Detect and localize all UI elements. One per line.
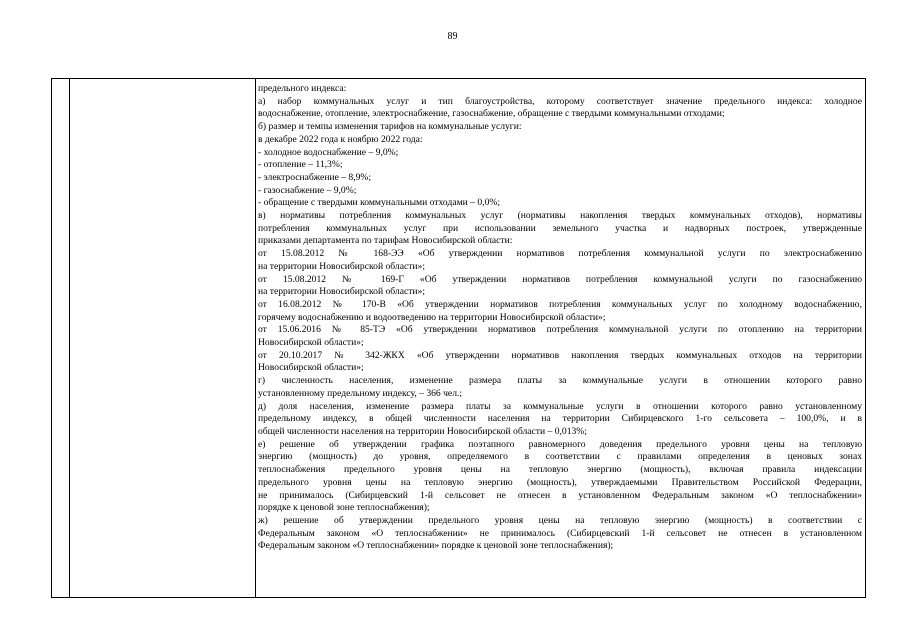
text-line: б) размер и темпы изменения тарифов на коммунальные услуги: <box>258 121 522 133</box>
text-line: - отопление – 11,3%; <box>258 159 343 171</box>
text-line: от 16.08.2012 № 170-В «Об утверждении нормативов потребления коммунальных услуг по холодному водоснабжению, <box>258 298 862 310</box>
text-line: е) решение об утверждении графика поэтапного равномерного доведения предельного уровня цены на тепловую <box>258 438 862 450</box>
text-line: на территории Новосибирской области»; <box>258 260 426 272</box>
text-line: от 15.06.2016 № 85-ТЭ «Об утверждении нормативов потребления коммунальной услуги по отоплению на территории <box>258 324 862 336</box>
text-line: от 15.08.2012 № 168-ЭЭ «Об утверждении нормативов потребления коммунальной услуги по электроснабжению <box>258 248 862 260</box>
text-line: Федеральным законом «О теплоснабжении» не принималось (Сибирцевский 1-й сельсовет не отнесен в установленном <box>258 527 862 539</box>
text-line: а) набор коммунальных услуг и тип благоустройства, которому соответствует значение предельного индекса: холодное <box>258 95 862 107</box>
text-line: ж) решение об утверждении предельного уровня цены на тепловую энергию (мощность) в соответствии с <box>258 514 862 526</box>
text-line: предельного индекса: <box>258 83 347 94</box>
text-line: теплоснабжения предельного уровня цены на тепловую энергию (мощность), включая правила индексации <box>258 464 862 476</box>
text-line: Новосибирской области»; <box>258 337 364 349</box>
table-column-divider <box>255 79 256 597</box>
text-line: предельного уровня цены на тепловую энергию (мощность), утверждаемыми Правительством Российской Федерации, <box>258 476 862 488</box>
text-line: порядке к ценовой зоне теплоснабжения); <box>258 502 430 514</box>
text-line: - электроснабжение – 8,9%; <box>258 171 372 183</box>
text-line: Федеральным законом «О теплоснабжении» порядке к ценовой зоне теплоснабжения); <box>258 540 614 552</box>
page-number: 89 <box>447 31 458 42</box>
text-line: водоснабжение, отопление, электроснабжение, газоснабжение, обращение с твердыми коммунальными отходами; <box>258 108 725 120</box>
text-line: - газоснабжение – 9,0%; <box>258 184 357 196</box>
text-line: предельному индексу, в общей численности населения на территории Сибирцевского 1-го сельсовета – 100,0%, и в <box>258 413 862 425</box>
text-line: от 20.10.2017 № 342-ЖКХ «Об утверждении нормативов накопления твердых коммунальных отходов на территории <box>258 349 862 361</box>
text-line: общей численности населения на территории Новосибирской области – 0,013%; <box>258 425 587 437</box>
text-line: потребления коммунальных услуг при использовании земельного участка и надворных построек, утвержденные <box>258 222 862 234</box>
text-line: Новосибирской области»; <box>258 362 364 374</box>
text-line: - холодное водоснабжение – 9,0%; <box>258 146 399 158</box>
text-line: не принималось (Сибирцевский 1-й сельсовет не отнесен в установленном Федеральным законом «О теплоснабжении» <box>258 489 862 501</box>
text-line: энергию (мощность) до уровня, определяемого в соответствии с правилами определения в ценовых зонах <box>258 451 862 463</box>
text-line: установленному предельному индексу, – 366 чел.; <box>258 387 463 399</box>
text-line: - обращение с твердыми коммунальными отходами – 0,0%; <box>258 197 501 209</box>
table-column-divider <box>69 79 70 597</box>
text-line: от 15.08.2012 № 169-Г «Об утверждении нормативов потребления коммунальной услуги по газоснабжению <box>258 273 862 285</box>
text-line: г) численность населения, изменение размера платы за коммунальные услуги в отношении которого равно <box>258 375 862 387</box>
document-table <box>51 78 866 598</box>
text-line: на территории Новосибирской области»; <box>258 286 426 298</box>
text-line: д) доля населения, изменение размера платы за коммунальные услуги в отношении которого равно установленному <box>258 400 862 412</box>
text-line: горячему водоснабжению и водоотведению на территории Новосибирской области»; <box>258 311 606 323</box>
text-line: в декабре 2022 года к ноябрю 2022 года: <box>258 133 423 145</box>
text-line: приказами департамента по тарифам Новосибирской области: <box>258 235 513 247</box>
text-line: в) нормативы потребления коммунальных услуг (нормативы накопления твердых коммунальных отходов), нормативы <box>258 210 862 222</box>
table-cell-text <box>258 83 862 553</box>
